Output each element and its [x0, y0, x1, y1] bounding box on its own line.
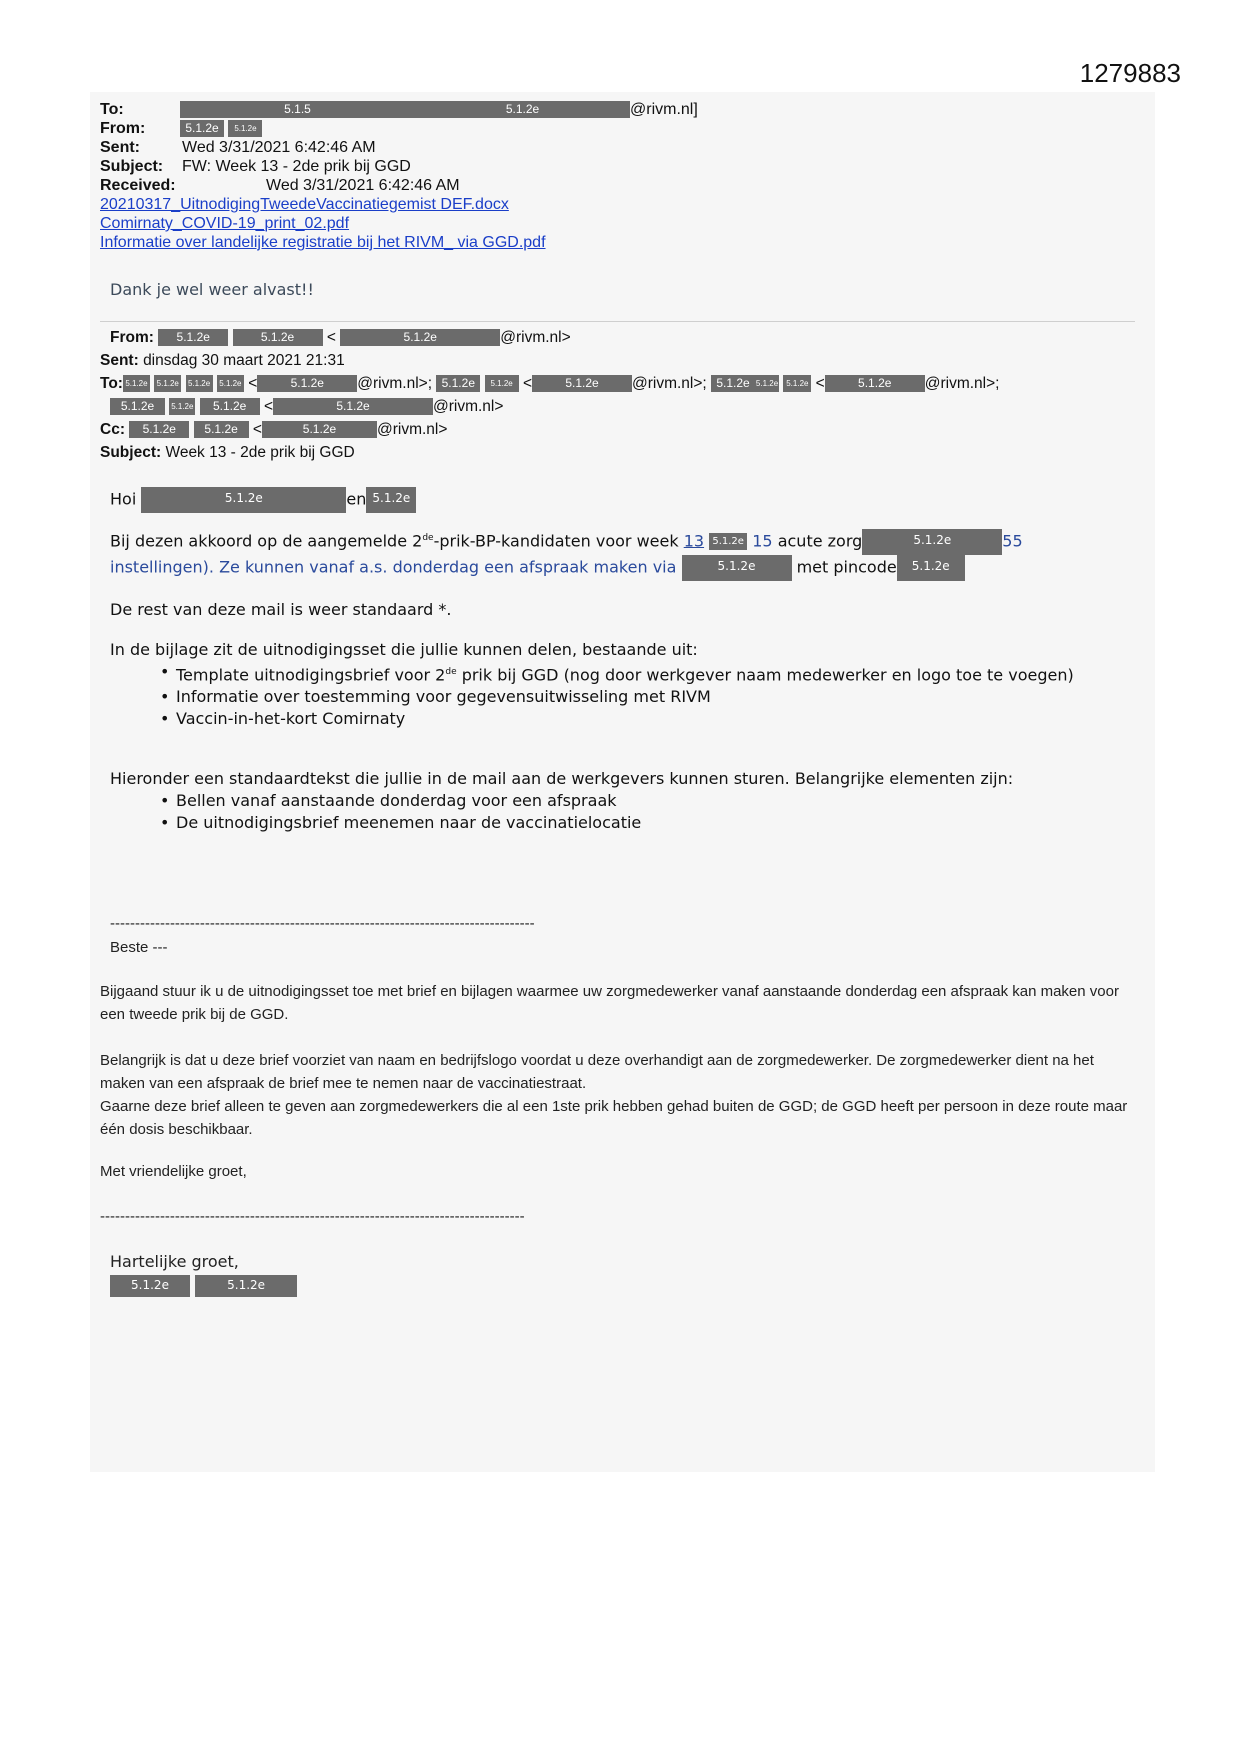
fwd-cc-row [100, 418, 999, 441]
thanks-line: Dank je wel weer alvast!! [110, 280, 314, 299]
attachment-link[interactable]: Informatie over landelijke registratie bij het RIVM_ via GGD.pdf [100, 234, 546, 251]
separator [100, 321, 1135, 322]
forwarded-header [100, 326, 999, 464]
redaction: 5.1.2e [415, 101, 630, 118]
greeting-text: Hoi [110, 489, 137, 509]
redaction: 5.1.2e [485, 375, 519, 392]
text: Bijgaand stuur ik u de uitnodigingsset toe met brief en bijlagen waarmee uw zorgmedewerker vanaf aanstaande donderdag een afspraak kan maken voor een tweede prik bij de GGD. [100, 983, 1119, 1023]
fwd-to-domain: @rivm.nl>; [632, 375, 707, 392]
approval-paragraph [110, 527, 1120, 581]
redaction: 5.1.2e [169, 398, 195, 415]
fwd-to-domain: @rivm.nl>; [357, 375, 432, 392]
subject-value: FW: Week 13 - 2de prik bij GGD [182, 158, 411, 175]
superscript: de [445, 666, 457, 677]
fwd-from-row [100, 326, 999, 349]
superscript: de [422, 533, 434, 543]
attachment-link[interactable]: 20210317_UitnodigingTweedeVaccinatiegemist DEF.docx [100, 196, 509, 213]
standard-note: De rest van deze mail is weer standaard *. [110, 599, 452, 619]
fwd-to-domain: @rivm.nl>; [924, 375, 1000, 392]
count-55: 55 [1002, 531, 1023, 551]
received-value: Wed 3/31/2021 6:42:46 AM [266, 177, 460, 194]
redaction: 5.1.2e [141, 487, 346, 513]
angle-bracket: < [522, 375, 532, 392]
redaction: 5.1.2e [123, 375, 150, 392]
signoff [110, 1250, 1140, 1297]
fwd-sent-value: dinsdag 30 maart 2021 21:31 [143, 352, 345, 369]
to-label: To: [100, 101, 124, 118]
fwd-to-label: To: [100, 375, 123, 392]
fwd-cc-domain: @rivm.nl> [376, 421, 448, 438]
attachments-list [110, 661, 1120, 730]
redaction: 5.1.2e [180, 120, 224, 137]
redaction: 5.1.2e [711, 375, 755, 392]
text: -prik-BP-kandidaten voor week [433, 531, 684, 551]
text: acute zorg [772, 531, 863, 551]
redaction: 5.1.2e [194, 421, 249, 438]
sent-row [100, 138, 698, 157]
redaction: 5.1.2e [532, 375, 632, 392]
fwd-subject-label: Subject: [100, 444, 162, 461]
fwd-from-label: From: [110, 329, 154, 346]
text: Gaarne deze brief alleen te geven aan zorgmedewerkers die al een 1ste prik hebben gehad buiten de GGD; de GGD heeft per persoon in deze route maar één dosis beschikbaar. [100, 1098, 1128, 1138]
redaction: 5.1.2e [158, 329, 228, 346]
from-row [100, 119, 698, 138]
text: met pincode [796, 557, 897, 577]
redaction: 5.1.2e [825, 375, 925, 392]
subject-row [100, 157, 698, 176]
subject-label: Subject: [100, 158, 164, 175]
redaction: 5.1.2e [195, 1275, 297, 1297]
redaction: 5.1.2e [862, 529, 1002, 555]
redaction: 5.1.5 [180, 101, 415, 118]
template-para-2 [100, 1049, 1130, 1095]
attachments-intro: In de bijlage zit de uitnodigingsset die jullie kunnen delen, bestaande uit: [110, 639, 698, 659]
dash-line: ------------------------------------------------------------------------------------- [100, 1208, 525, 1225]
to-row [100, 100, 698, 119]
week-number: 13 [683, 531, 705, 551]
redaction: 5.1.2e [273, 398, 433, 415]
redaction: 5.1.2e [682, 555, 792, 581]
fwd-from-domain: @rivm.nl> [500, 329, 571, 346]
redaction: 5.1.2e [340, 329, 500, 346]
document-number: 1279883 [1079, 58, 1181, 88]
redaction: 5.1.2e [217, 375, 244, 392]
fwd-sent-label: Sent: [100, 352, 139, 369]
redaction: 5.1.2e [110, 398, 165, 415]
count-15: 15 [752, 531, 773, 551]
angle-bracket: < [815, 375, 825, 392]
list-item: • Vaccin-in-het-kort Comirnaty [176, 708, 1120, 730]
dash-line: ------------------------------------------------------------------------------------- [110, 915, 535, 932]
sent-value: Wed 3/31/2021 6:42:46 AM [182, 139, 376, 156]
redaction: 5.1.2e [262, 421, 377, 438]
redaction: 5.1.2e [257, 375, 357, 392]
list-item: • Bellen vanaf aanstaande donderdag voor een afspraak [176, 790, 1120, 812]
message-body [110, 487, 1120, 834]
closing-line: Met vriendelijke groet, [100, 1163, 247, 1180]
beste-line: Beste --- [110, 939, 168, 956]
fwd-subject-value: Week 13 - 2de prik bij GGD [165, 444, 355, 461]
fwd-to-row-cont [100, 395, 999, 418]
list-item [176, 661, 1120, 686]
fwd-to-domain: @rivm.nl> [433, 398, 504, 415]
angle-bracket: < [248, 375, 258, 392]
signoff-redactions [110, 1273, 1140, 1297]
attachment-link[interactable]: Comirnaty_COVID-19_print_02.pdf [100, 215, 350, 232]
text: prik bij GGD (nog door werkgever naam medewerker en logo toe te voegen) [456, 665, 1074, 685]
text: Bij dezen akkoord op de aangemelde 2 [110, 531, 423, 551]
redaction: 5.1.2e [366, 487, 416, 513]
greeting [110, 487, 1120, 513]
redaction: 5.1.2e [897, 555, 965, 581]
redaction: 5.1.2e [200, 398, 260, 415]
template-para-3 [100, 1095, 1130, 1141]
greeting-and: en [346, 489, 367, 509]
redaction: 5.1.2e [436, 375, 480, 392]
list-item: • De uitnodigingsbrief meenemen naar de vaccinatielocatie [176, 812, 1120, 834]
redaction: 5.1.2e [233, 329, 323, 346]
text: Template uitnodigingsbrief voor 2 [176, 665, 446, 685]
redaction: 5.1.2e [129, 421, 189, 438]
redaction: 5.1.2e [110, 1275, 190, 1297]
received-row [100, 176, 698, 195]
text: Belangrijk is dat u deze brief voorziet van naam en bedrijfslogo voordat u deze overhandigt aan de zorgmedewerker. De zorgmedewerker dient na het maken van een afspraak de brief mee te nemen naar de vaccinatiestraat. [100, 1052, 1094, 1092]
redaction: 5.1.2e [755, 375, 779, 392]
angle-bracket: < [263, 398, 273, 415]
list-item: • Informatie over toestemming voor gegevensuitwisseling met RIVM [176, 686, 1120, 708]
text: instellingen). Ze kunnen vanaf a.s. donderdag een afspraak maken via [110, 557, 677, 577]
template-intro: Hieronder een standaardtekst die jullie in de mail aan de werkgevers kunnen sturen. Belangrijke elementen zijn: [110, 769, 1014, 789]
redaction: 5.1.2e [186, 375, 213, 392]
redaction: 5.1.2e [228, 120, 262, 137]
angle-bracket: < [326, 329, 336, 346]
fwd-to-row [100, 372, 999, 395]
angle-bracket: < [252, 421, 262, 438]
redaction: 5.1.2e [709, 533, 747, 550]
fwd-subject-row [100, 441, 999, 464]
redaction: 5.1.2e [783, 375, 811, 392]
signoff-text: Hartelijke groet, [110, 1252, 239, 1271]
template-para-1 [100, 980, 1130, 1026]
from-label: From: [100, 120, 146, 137]
to-domain: @rivm.nl] [630, 101, 698, 118]
fwd-sent-row [100, 349, 999, 372]
fwd-cc-label: Cc: [100, 421, 125, 438]
elements-list [110, 790, 1120, 834]
sent-label: Sent: [100, 139, 140, 156]
received-label: Received: [100, 177, 176, 194]
email-header [100, 100, 698, 252]
redaction: 5.1.2e [154, 375, 181, 392]
